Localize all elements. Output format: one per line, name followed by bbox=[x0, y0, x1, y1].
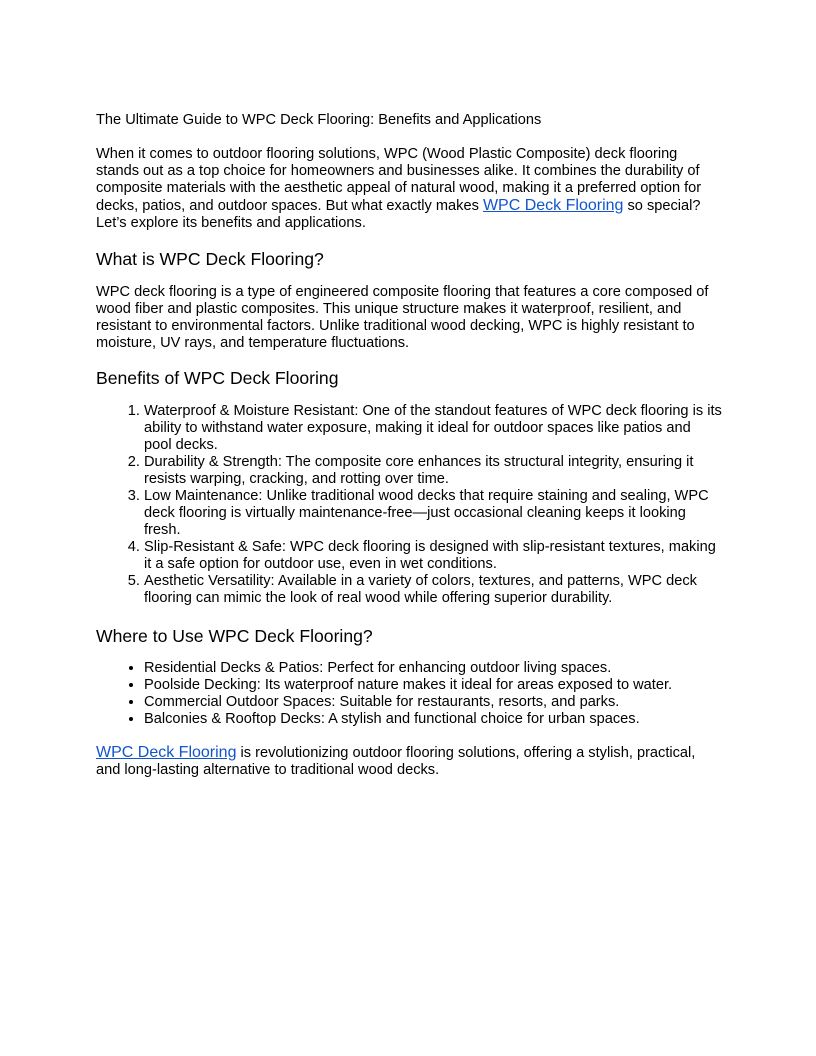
benefits-list bbox=[96, 403, 722, 607]
uses-list bbox=[96, 660, 722, 728]
where-heading: Where to Use WPC Deck Flooring? bbox=[96, 626, 373, 646]
intro-paragraph bbox=[96, 146, 722, 232]
benefits-heading: Benefits of WPC Deck Flooring bbox=[96, 368, 339, 388]
benefit-item-aesthetic: 5. Aesthetic Versatility: Available in a variety of colors, textures, and patterns, WPC deck flooring can mimic the look of real wood while offering superior durability. bbox=[144, 573, 722, 607]
intro-wpc-link[interactable]: WPC Deck Flooring bbox=[482, 197, 624, 214]
outro-paragraph bbox=[96, 744, 722, 779]
document-title: The Ultimate Guide to WPC Deck Flooring: Benefits and Applications bbox=[96, 112, 542, 128]
intro-text-before-link: When it comes to outdoor flooring solutions, WPC (Wood Plastic Composite) deck flooring stands out as a top choice for homeowners and businesses alike. It combines the durability of composite materials with the aesthetic appeal of natural wood, making it a preferred option for decks, patios, and outdoor spaces. But what exactly makes bbox=[96, 146, 702, 214]
outro-text-after-link: is revolutionizing outdoor flooring solutions, offering a stylish, practical, and long-lasting alternative to traditional wood decks. bbox=[96, 745, 696, 778]
benefit-item-durability: 2. Durability & Strength: The composite core enhances its structural integrity, ensuring it resists warping, cracking, and rotting over time. bbox=[144, 454, 722, 488]
intro-text-after-link: so special? Let’s explore its benefits and applications. bbox=[96, 198, 701, 231]
outro-wpc-link[interactable]: WPC Deck Flooring bbox=[96, 744, 237, 761]
benefit-item-slip-resistant: 4. Slip-Resistant & Safe: WPC deck flooring is designed with slip-resistant textures, making it a safe option for outdoor use, even in wet conditions. bbox=[144, 539, 722, 573]
what-heading: What is WPC Deck Flooring? bbox=[96, 249, 324, 269]
use-item-balconies: • Balconies & Rooftop Decks: A stylish and functional choice for urban spaces. bbox=[144, 711, 722, 728]
use-item-residential: • Residential Decks & Patios: Perfect for enhancing outdoor living spaces. bbox=[144, 660, 722, 677]
use-item-commercial: • Commercial Outdoor Spaces: Suitable for restaurants, resorts, and parks. bbox=[144, 694, 722, 711]
benefit-item-waterproof: 1. Waterproof & Moisture Resistant: One of the standout features of WPC deck flooring is its ability to withstand water exposure, making it ideal for outdoor spaces like patios and pool decks. bbox=[144, 403, 722, 454]
what-paragraph: WPC deck flooring is a type of engineered composite flooring that features a core composed of wood fiber and plastic composites. This unique structure makes it waterproof, resilient, and resistant to environmental factors. Unlike traditional wood decking, WPC is highly resistant to moisture, UV rays, and temperature fluctuations. bbox=[96, 284, 709, 351]
use-item-poolside: • Poolside Decking: Its waterproof nature makes it ideal for areas exposed to water. bbox=[144, 677, 722, 694]
benefit-item-maintenance: 3. Low Maintenance: Unlike traditional wood decks that require staining and sealing, WPC deck flooring is virtually maintenance-free—just occasional cleaning keeps it looking fresh. bbox=[144, 488, 722, 539]
document-page bbox=[96, 110, 722, 779]
